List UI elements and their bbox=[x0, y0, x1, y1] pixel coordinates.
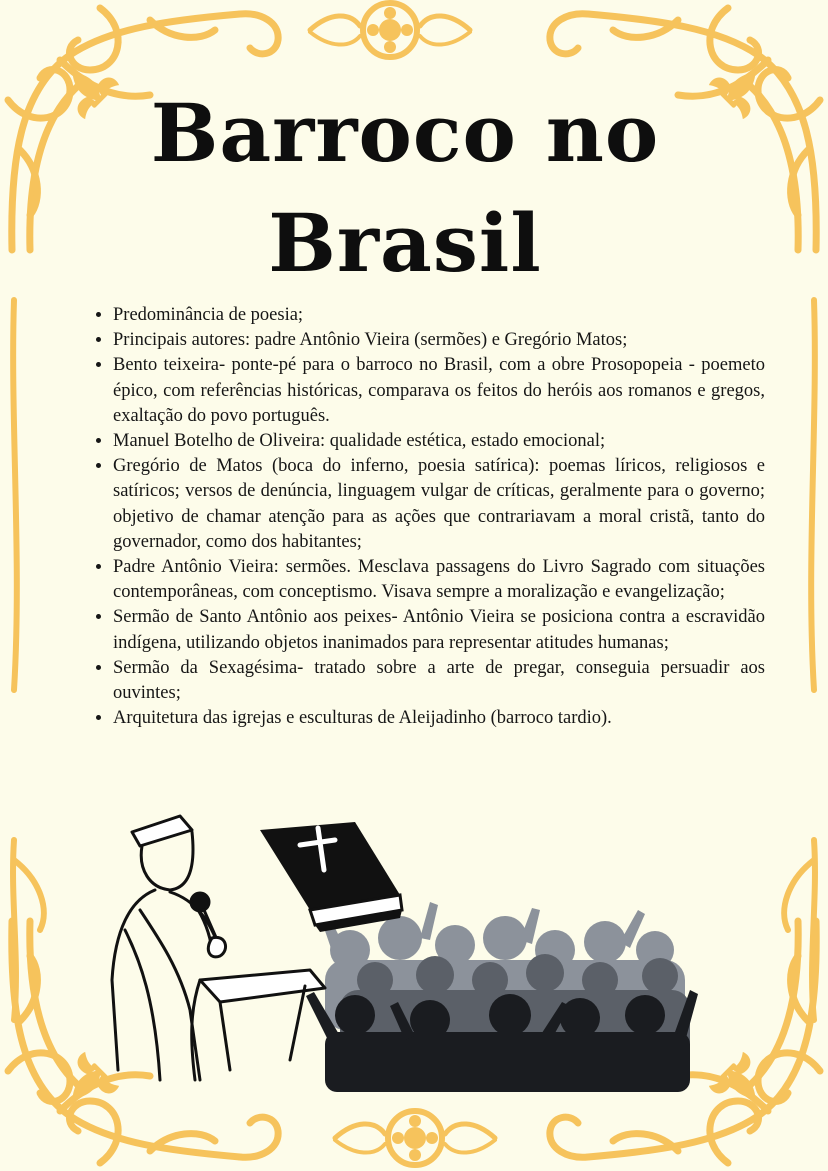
title-line-2: Brasil bbox=[268, 196, 542, 290]
bullet-list bbox=[93, 303, 765, 731]
cross-medallion-icon bbox=[335, 1111, 495, 1165]
list-item: • Sermão de Santo Antônio aos peixes- Antônio Vieira se posiciona contra a escravidão indígena, utilizando objetos inanimados para representar atitudes humanas; bbox=[113, 605, 765, 655]
list-item: • Bento teixeira- ponte-pé para o barroco no Brasil, com a obre Prosopopeia - poemeto épico, com referências históricas, comparava os feitos do heróis aos romanos e gregos, exaltação do povo português. bbox=[113, 353, 765, 429]
list-item: • Arquitetura das igrejas e esculturas de Aleijadinho (barroco tardio). bbox=[113, 706, 765, 731]
cross-medallion-icon bbox=[310, 3, 470, 57]
bible-icon bbox=[260, 822, 402, 932]
side-scroll-left bbox=[13, 300, 17, 690]
crowd-silhouette-front bbox=[306, 990, 698, 1092]
side-scroll-right bbox=[811, 300, 815, 690]
list-item: • Predominância de poesia; bbox=[113, 303, 765, 328]
list-item: • Manuel Botelho de Oliveira: qualidade estética, estado emocional; bbox=[113, 429, 765, 454]
illustration bbox=[100, 810, 710, 1100]
title-line-1: Barroco no bbox=[150, 86, 660, 180]
list-item: • Padre Antônio Vieira: sermões. Mesclava passagens do Livro Sagrado com situações contemporâneas, com conceptismo. Visava sempre a moralização e evangelização; bbox=[113, 555, 765, 605]
page-title bbox=[60, 78, 750, 298]
list-item: • Sermão da Sexagésima- tratado sobre a arte de pregar, conseguia persuadir aos ouvintes; bbox=[113, 656, 765, 706]
list-item: • Gregório de Matos (boca do inferno, poesia satírica): poemas líricos, religiosos e satíricos; versos de denúncia, linguagem vulgar de críticas, geralmente para o governo; objetivo de chamar atenção para as ações que contrariavam a moral cristã, tanto do governador, como dos habitantes; bbox=[113, 454, 765, 555]
list-item: • Principais autores: padre Antônio Vieira (sermões) e Gregório Matos; bbox=[113, 328, 765, 353]
